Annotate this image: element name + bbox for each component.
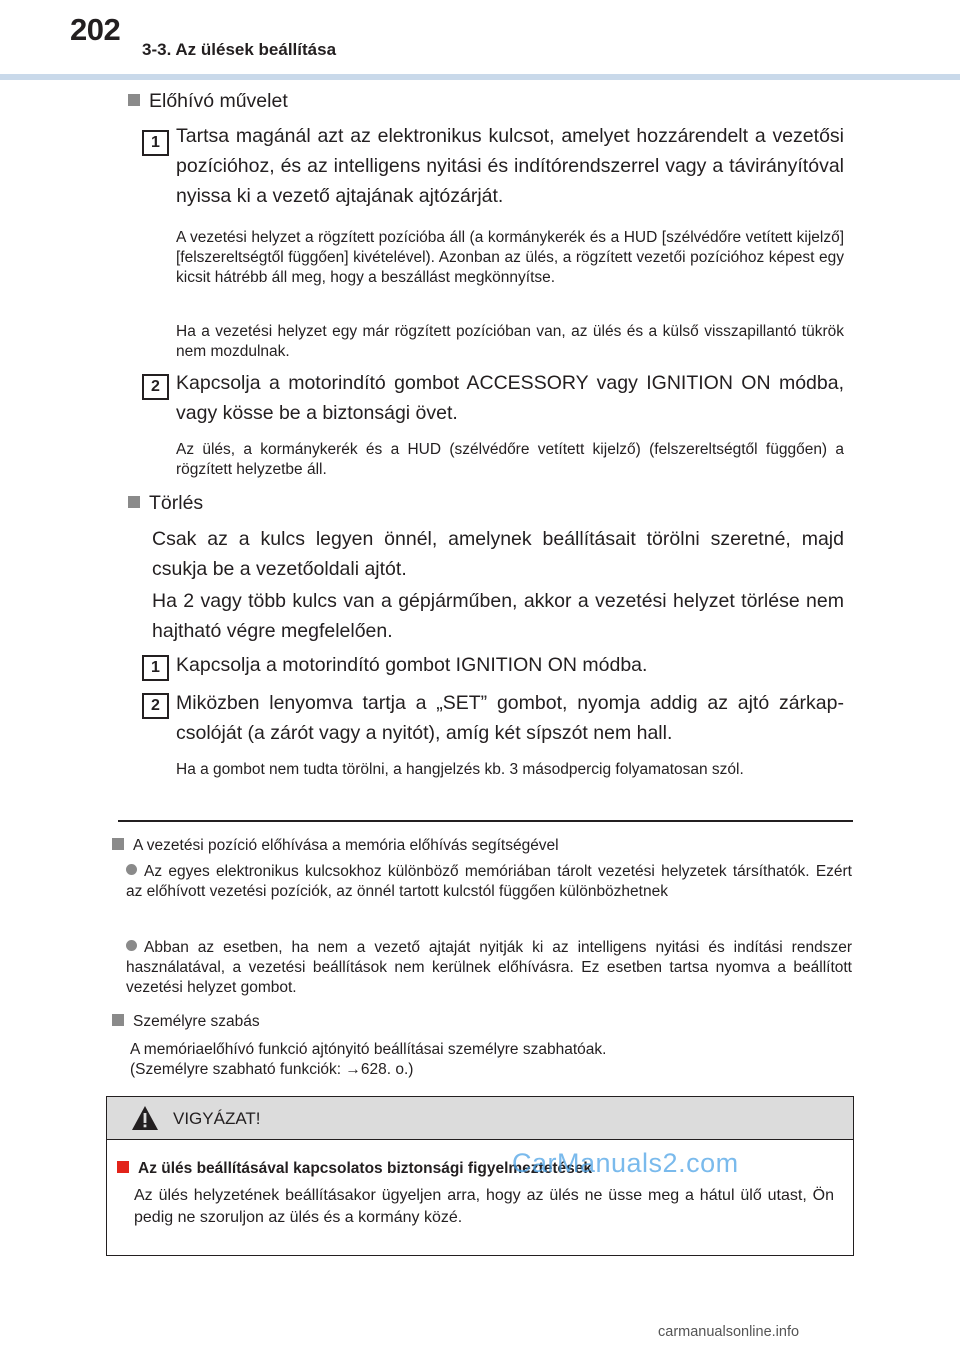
- step-badge-2: 2: [142, 374, 169, 400]
- delete-para2: Ha 2 vagy több kulcs van a gépjárműben, akkor a vezetési helyzet törlése nem hajtható végre megfelelően.: [152, 590, 844, 642]
- delete-step1-text: Kapcsolja a motorindító gombot IGNITION ON módba.: [176, 654, 648, 676]
- round-bullet-icon: [126, 864, 137, 875]
- memory-recall-heading: A vezetési pozíció előhívása a memória előhívás segítségével: [112, 836, 852, 856]
- customization-line-1: A memóriaelőhívó funkció ajtónyitó beállításai személyre szabhatóak.: [130, 1041, 607, 1058]
- square-bullet-icon: [112, 838, 124, 850]
- watermark-overlay: CarManuals2.com: [512, 1148, 739, 1178]
- step-badge-1: 1: [142, 130, 169, 156]
- caution-header: [107, 1097, 853, 1140]
- warning-triangle-icon: [131, 1105, 159, 1131]
- step-badge-2: 2: [142, 693, 169, 719]
- chapter-title: 3-3. Az ülések beállítása: [142, 40, 337, 59]
- customization-heading: Személyre szabás: [112, 1012, 852, 1032]
- caution-heading: Az ülés beállításával kapcsolatos biztonsági figyelmeztetések: [117, 1159, 843, 1179]
- recall-step2-text: Kapcsolja a motorindító gombot ACCESSORY vagy IGNITION ON módba, vagy kösse be a biztonsági övet.: [176, 372, 844, 424]
- step-badge-1: 1: [142, 655, 169, 681]
- header-rule: [0, 74, 960, 80]
- delete-heading: Törlés: [128, 492, 203, 515]
- square-bullet-icon: [128, 94, 140, 106]
- red-square-bullet-icon: [117, 1161, 129, 1173]
- caution-box: [106, 1096, 854, 1256]
- memory-bullet-1: Az egyes elektronikus kulcsokhoz különböző memóriában tárolt vezetési helyzetek társíthatók. Ezért az előhívott vezetési pozíciók, az önnél tartott kulcstól függően különbözhetnek: [126, 863, 852, 900]
- caution-text: Az ülés helyzetének beállításakor ügyeljen arra, hogy az ülés ne üsse meg a hátul ülő utast, Ön pedig ne szoruljon az ülés és a kormány közé.: [134, 1187, 834, 1226]
- square-bullet-icon: [128, 496, 140, 508]
- caution-title: VIGYÁZAT!: [173, 1109, 261, 1128]
- recall-heading: Előhívó művelet: [128, 90, 288, 113]
- memory-bullet-2: Abban az esetben, ha nem a vezető ajtaját nyitják ki az intelligens nyitási és indítási rendszer használatával, a vezetési beállítások nem kerülnek előhívásra. Ez esetben tartsa nyomva a beállított vezetési helyzet gombot.: [126, 939, 852, 996]
- delete-step2-text: Miközben lenyomva tartja a „SET” gombot, nyomja addig az ajtó zárkapcsolóját (a zárót vagy a nyitót), amíg két sípszót nem hall.: [176, 692, 844, 744]
- recall-step2-note: Az ülés, a kormánykerék és a HUD (szélvédőre vetített kijelző) (felszereltségtől függően) a rögzített helyzetbe áll.: [176, 441, 844, 478]
- page-number: 202: [70, 12, 121, 47]
- delete-para1: Csak az a kulcs legyen önnél, amelynek beállításait törölni szeretné, majd csukja be a vezetőoldali ajtót.: [152, 528, 844, 580]
- recall-step1-note1: A vezetési helyzet a rögzített pozícióba áll (a kormánykerék és a HUD [szélvédőre vetített kijelző] [felszereltségtől függően] kivételével). Azonban az ülés, a rögzített vezetői pozícióhoz képest egy kicsit hátrébb áll meg, hogy a beszállást megkönnyítse.: [176, 229, 844, 286]
- section-divider: [118, 820, 853, 822]
- round-bullet-icon: [126, 940, 137, 951]
- delete-step2-note: Ha a gombot nem tudta törölni, a hangjelzés kb. 3 másodpercig folyamatosan szól.: [176, 761, 744, 778]
- footer-watermark: carmanualsonline.info: [658, 1324, 800, 1340]
- recall-step1-text: Tartsa magánál azt az elektronikus kulcsot, amelyet hozzárendelt a vezetősi pozícióhoz, és az intelligens nyitási és indítórendszerrel vagy a távirányítóval nyissa ki a vezető ajtajának ajtózárját.: [176, 125, 844, 207]
- customization-line-2[interactable]: (Személyre szabható funkciók: →628. o.): [130, 1061, 414, 1078]
- recall-step1-note2: Ha a vezetési helyzet egy már rögzített pozícióban van, az ülés és a külső visszapillantó tükrök nem mozdulnak.: [176, 323, 844, 360]
- square-bullet-icon: [112, 1014, 124, 1026]
